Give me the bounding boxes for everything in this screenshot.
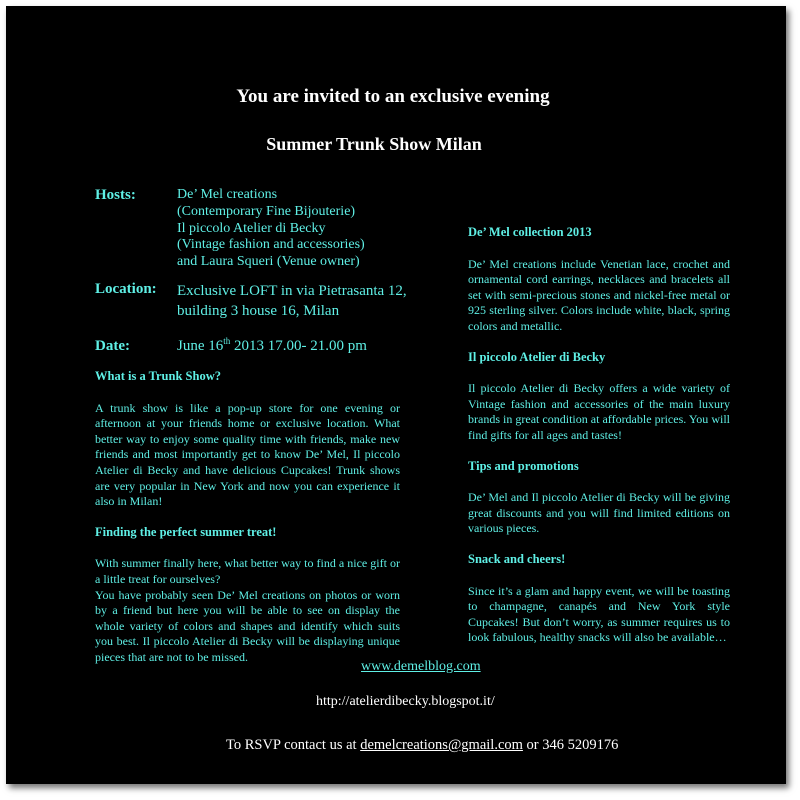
right-column xyxy=(468,225,730,646)
invitation-card xyxy=(6,6,786,784)
atelier-text: Il piccolo Atelier di Becky offers a wide variety of Vintage fashion and accessories of the main luxury brands in great condition at affordable prices. You will find gifts for all ages and tastes! xyxy=(468,381,730,442)
rsvp-line xyxy=(226,737,618,754)
summer-treat-heading: Finding the perfect summer treat! xyxy=(95,524,277,539)
date-day: June 16 xyxy=(177,338,224,354)
rsvp-text: To RSVP contact us at xyxy=(226,737,361,753)
rsvp-phone: 346 5209176 xyxy=(542,737,619,753)
collection-heading: De’ Mel collection 2013 xyxy=(468,225,592,239)
left-column xyxy=(95,369,400,666)
trunk-show-heading: What is a Trunk Show? xyxy=(95,369,221,383)
page-title: You are invited to an exclusive evening xyxy=(236,86,550,107)
host-line: (Vintage fashion and accessories) xyxy=(177,237,365,253)
host-line: and Laura Squeri (Venue owner) xyxy=(177,254,360,270)
date-time: 2013 17.00- 21.00 pm xyxy=(230,338,367,354)
date-suffix: th xyxy=(223,336,231,346)
snack-heading: Snack and cheers! xyxy=(468,551,566,566)
location-value: Exclusive LOFT in via Pietrasanta 12, building 3 house 16, Milan xyxy=(177,283,407,319)
host-line: De’ Mel creations xyxy=(177,187,278,202)
collection-text: De’ Mel creations include Venetian lace, crochet and ornamental cord earrings, necklaces and bracelets all set with semi-precious stones and nickel-free metal or 925 sterling silver. Colors include white, black, spring colors and metallic. xyxy=(468,256,730,333)
rsvp-email-link[interactable]: demelcreations@gmail.com xyxy=(360,737,523,753)
tips-heading: Tips and promotions xyxy=(468,458,579,473)
demel-blog-link[interactable]: www.demelblog.com xyxy=(361,659,481,674)
host-line: Il piccolo Atelier di Becky xyxy=(177,220,326,236)
tips-text: De’ Mel and Il piccolo Atelier di Becky will be giving great discounts and you will find limited editions on various pieces. xyxy=(468,490,730,536)
date-label: Date: xyxy=(95,338,130,354)
host-line: (Contemporary Fine Bijouterie) xyxy=(177,203,356,219)
summer-treat-text-2: You have probably seen De’ Mel creations on photos or worn by a friend but here you will be able to see on display the whole variety of colors and shapes and identify which suits you best. Il piccolo Atelier di Becky will be displaying unique pieces that are not to be missed. xyxy=(95,587,400,664)
atelier-heading: Il piccolo Atelier di Becky xyxy=(468,349,606,364)
summer-treat-text-1: With summer finally here, what better way to find a nice gift or a little treat for ourselves? xyxy=(95,556,400,586)
hosts-label: Hosts: xyxy=(95,187,136,203)
date-value xyxy=(177,338,367,355)
trunk-show-text: A trunk show is like a pop-up store for one evening or afternoon at your friends home or exclusive location. What better way to enjoy some quality time with friends, make new friends and most importantly get to know De’ Mel, Il piccolo Atelier di Becky and have delicious Cupcakes! Trunk shows are very popular in New York and now you can experience it also in Milan! xyxy=(95,400,400,509)
snack-text: Since it’s a glam and happy event, we will be toasting to champagne, canapés and New York style Cupcakes! But don’t worry, as summer requires us to look fabulous, healthy snacks will also be available… xyxy=(468,583,730,645)
rsvp-or-text: or xyxy=(522,737,543,753)
event-subtitle: Summer Trunk Show Milan xyxy=(266,134,482,154)
atelier-blog-url[interactable]: http://atelierdibecky.blogspot.it/ xyxy=(316,694,495,709)
hosts-list xyxy=(177,187,407,271)
location-label: Location: xyxy=(95,281,157,297)
